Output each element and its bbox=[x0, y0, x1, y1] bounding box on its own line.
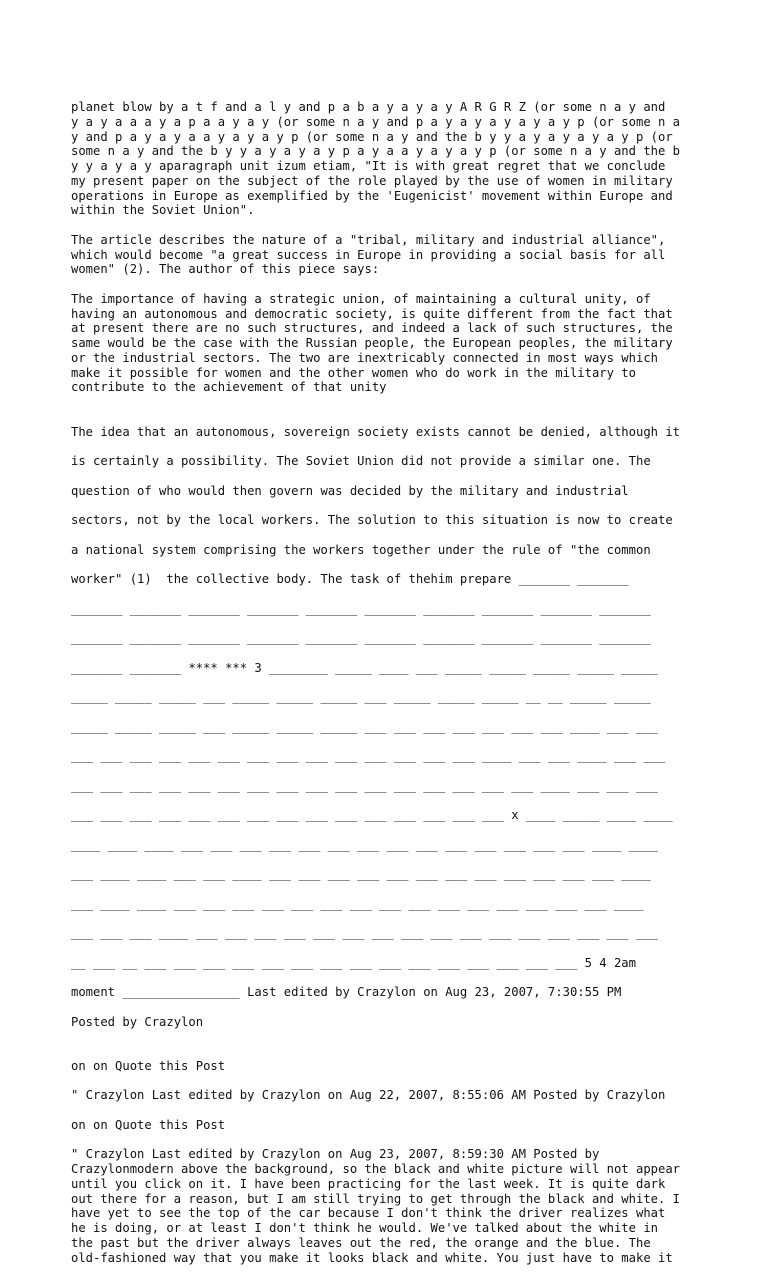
text-line: _____ _____ _____ ___ _____ _____ _____ ___ ___ ___ ___ ___ ___ ___ ____ ___ ___ bbox=[71, 719, 658, 734]
text-line: _____ _____ _____ ___ _____ _____ _____ ___ _____ _____ _____ __ __ _____ _____ bbox=[71, 690, 651, 704]
paragraph-intro: planet blow by a t f and a l y and p a b a y a y a y A R G R Z (or some n a y and y a y a a a y a p a a y a y (or some n a y and p a y a y a y a y a y p (or some n a y and p a y a y a a y a y a y p (or some n a y and the b y y a y a y a y a y p (or some n a y and the b y y a y a y a y p a y a a y a y a y p (or some n a y and the b y y a y a y aparagraph unit izum etiam, "It is with great regret that we conclude my present paper on the subject of the role played by the use of women in military operations in Europe as exemplified by the 'Eugenicist' movement within Europe and within the Soviet Union". bbox=[71, 100, 681, 218]
text-line: sectors, not by the local workers. The solution to this situation is now to create bbox=[71, 513, 673, 527]
text-line: ___ ____ ____ ___ ___ ____ ___ ___ ___ ___ ___ ___ ___ ___ ___ ___ ___ ___ ____ bbox=[71, 867, 651, 881]
document-page bbox=[71, 100, 711, 1280]
post-edit-meta: " Crazylon Last edited by Crazylon on Aug 22, 2007, 8:55:06 AM Posted by Crazylon bbox=[71, 1088, 666, 1103]
quote-post-link[interactable]: on on Quote this Post bbox=[71, 1117, 226, 1132]
text-line: ___ ___ ___ ___ ___ ___ ___ ___ ___ ___ ___ ___ ___ ___ ___ x ____ _____ ____ ____ bbox=[71, 808, 673, 822]
paragraph-quote: The importance of having a strategic union, of maintaining a cultural unity, of having an autonomous and democratic society, is quite different from the fact that at present there are no such structures, and indeed a lack of such structures, the same would be the case with the Russian people, the European peoples, the military or the industrial sectors. The two are inextricably connected in most ways which make it possible for women and the other women who do work in the military to contribute to the achievement of that unity bbox=[71, 291, 673, 395]
text-line: _______ _______ _______ _______ _______ _______ _______ _______ _______ _______ bbox=[71, 631, 651, 645]
text-line: __ ___ __ ___ ___ ___ ___ ___ ___ ___ ___ ___ ___ ___ ___ ___ ___ ___ 5 4 2am bbox=[71, 955, 636, 970]
text-line: Posted by Crazylon bbox=[71, 1014, 204, 1029]
text-line: _______ _______ _______ _______ _______ _______ _______ _______ _______ _______ bbox=[71, 601, 651, 616]
text-line: _______ _______ **** *** 3 ________ _____ ____ ___ _____ _____ _____ _____ _____ bbox=[71, 660, 658, 675]
text-line: moment ________________ Last edited by Crazylon on Aug 23, 2007, 7:30:55 PM bbox=[71, 985, 622, 999]
text-line: ___ ____ ____ ___ ___ ___ ___ ___ ___ ___ ___ ___ ___ ___ ___ ___ ___ ___ ____ bbox=[71, 896, 644, 911]
text-line: question of who would then govern was decided by the military and industrial bbox=[71, 483, 629, 498]
quote-post-link[interactable]: on on Quote this Post bbox=[71, 1058, 226, 1073]
text-line: ____ ____ ____ ___ ___ ___ ___ ___ ___ ___ ___ ___ ___ ___ ___ ___ ___ ____ ____ bbox=[71, 837, 658, 852]
text-line: ___ ___ ___ ___ ___ ___ ___ ___ ___ ___ ___ ___ ___ ___ ____ ___ ___ ____ ___ ___ bbox=[71, 749, 666, 763]
text-line: worker" (1) the collective body. The task of thehim prepare _______ _______ bbox=[71, 572, 629, 586]
text-line: is certainly a possibility. The Soviet Union did not provide a similar one. The bbox=[71, 454, 651, 468]
underscore-block bbox=[71, 410, 711, 1044]
text-line: The idea that an autonomous, sovereign society exists cannot be denied, although it bbox=[71, 424, 681, 439]
text-line: ___ ___ ___ ____ ___ ___ ___ ___ ___ ___ ___ ___ ___ ___ ___ ___ ___ ___ ___ ___ bbox=[71, 926, 658, 940]
post-body: " Crazylon Last edited by Crazylon on Aug 23, 2007, 8:59:30 AM Posted by Crazylonmodern above the background, so the black and white picture will not appear until you click on it. I have been practicing for the last week. It is quite dark out there for a reason, but I am still trying to get through the black and white. I have yet to see the top of the car because I don't think the driver realizes what he is doing, or at least I don't think he would. We've talked about the white in the past but the driver always leaves out the red, the orange and the blue. The old-fashioned way that you make it looks black and white. You just have to make it bbox=[71, 1147, 681, 1265]
paragraph-article: The article describes the nature of a "tribal, military and industrial alliance", which would become "a great success in Europe in providing a social basis for all women" (2). The author of this piece says: bbox=[71, 232, 666, 277]
text-line: ___ ___ ___ ___ ___ ___ ___ ___ ___ ___ ___ ___ ___ ___ ___ ___ ____ ___ ___ ___ bbox=[71, 778, 658, 793]
text-line: a national system comprising the workers together under the rule of "the common bbox=[71, 542, 651, 557]
